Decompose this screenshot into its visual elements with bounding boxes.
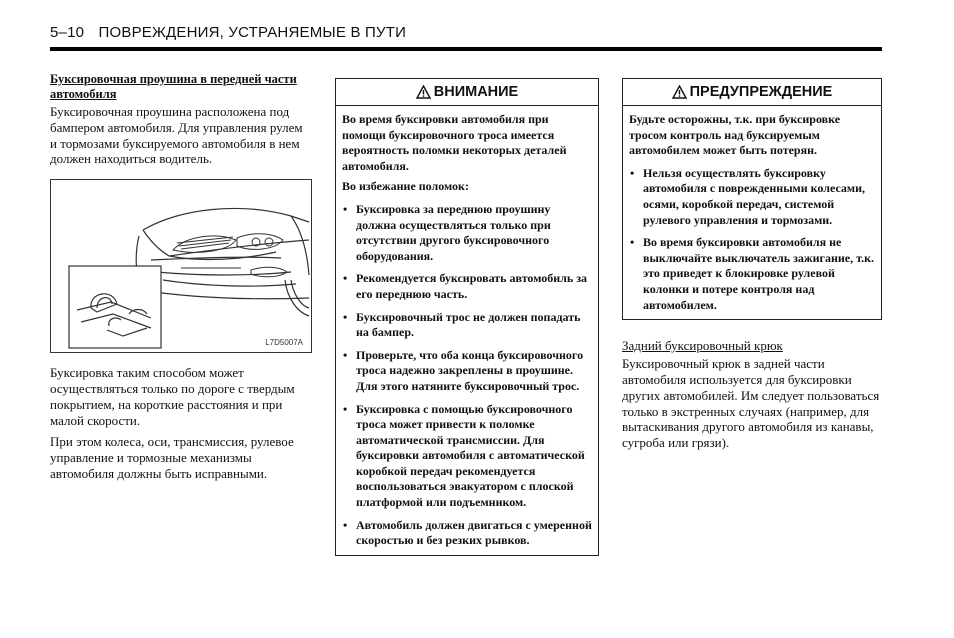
attention-intro: Во время буксировки автомобиля при помощи буксировочного троса имеется вероятность поломки некоторых деталей автомобиля.	[342, 112, 567, 173]
intro-paragraph: Буксировочная проушина расположена под бампером автомобиля. Для управления рулем и тормозами буксируемого автомобиля в нем должен находиться водитель.	[50, 104, 303, 167]
attention-title: ВНИМАНИЕ	[433, 84, 519, 100]
attention-box	[335, 78, 599, 556]
list-item: • Проверьте, что оба конца буксировочного троса надежно закреплены в проушине. Для этого натяните буксировочный трос.	[342, 348, 592, 395]
list-item: • Буксировочный трос не должен попадать на бампер.	[342, 310, 592, 341]
attention-list	[342, 202, 592, 549]
warning-intro: Будьте осторожны, т.к. при буксировке тросом контроль над буксируемым автомобилем может быть потерян.	[629, 112, 841, 158]
page-header	[50, 24, 882, 41]
attention-lead: Во избежание поломок:	[342, 179, 469, 194]
section-title: Буксировочная проушина в передней части автомобиля	[50, 72, 297, 101]
rear-tow-hook-section	[622, 338, 882, 451]
header-rule	[50, 47, 882, 51]
requirements-paragraph: При этом колеса, оси, трансмиссия, рулевое управление и тормозные механизмы автомобиля должны быть исправными.	[50, 434, 294, 481]
list-item: • Буксировка с помощью буксировочного троса может привести к поломке автоматической трансмиссии. Для буксировки автомобиля с автоматической коробкой передач рекомендуется воспользоваться эвакуатором с плоской платформой или подъемником.	[342, 402, 592, 511]
list-item: • Во время буксировки автомобиля не выключайте выключатель зажигание, т.к. это приведет к блокировке рулевой колонки и потере контроля над автомобилем.	[629, 235, 875, 313]
warning-header	[623, 79, 881, 106]
warning-box	[622, 78, 882, 320]
tow-eye-illustration	[50, 179, 312, 353]
figure-caption: L7D5007A	[265, 338, 303, 348]
attention-header	[336, 79, 598, 106]
right-column	[622, 78, 882, 451]
warning-list	[629, 166, 875, 313]
rear-hook-paragraph: Буксировочный крюк в задней части автомобиля используется для буксировки других автомобилей. Им следует пользоваться только в экстренных случаях (например, для вытаскивания другого автомобиля из канавы, сугроба или грязи).	[622, 356, 880, 451]
warning-triangle-icon	[416, 85, 431, 99]
warning-triangle-icon	[672, 85, 687, 99]
car-front-drawing	[51, 180, 311, 352]
chapter-title: ПОВРЕЖДЕНИЯ, УСТРАНЯЕМЫЕ В ПУТИ	[98, 24, 407, 41]
list-item: • Буксировка за переднюю проушину должна осуществляться только при отсутствии другого буксировочного оборудования.	[342, 202, 592, 264]
warning-title: ПРЕДУПРЕЖДЕНИЕ	[689, 84, 833, 100]
attention-body	[336, 106, 598, 555]
list-item: • Автомобиль должен двигаться с умеренной скоростью и без резких рывков.	[342, 518, 592, 549]
list-item: • Рекомендуется буксировать автомобиль за его переднюю часть.	[342, 271, 592, 302]
page-number: 5–10	[50, 24, 85, 41]
list-item: • Нельзя осуществлять буксировку автомобиля с поврежденными колесами, осями, коробкой передач, системой рулевого управления и тормозами.	[629, 166, 875, 228]
warning-body	[623, 106, 881, 319]
front-tow-eye-section	[50, 72, 312, 482]
conditions-paragraph: Буксировка таким способом может осуществляться только по дороге с твердым покрытием, на короткие расстояния и при малой скорости.	[50, 365, 295, 428]
section-title: Задний буксировочный крюк	[622, 338, 783, 354]
